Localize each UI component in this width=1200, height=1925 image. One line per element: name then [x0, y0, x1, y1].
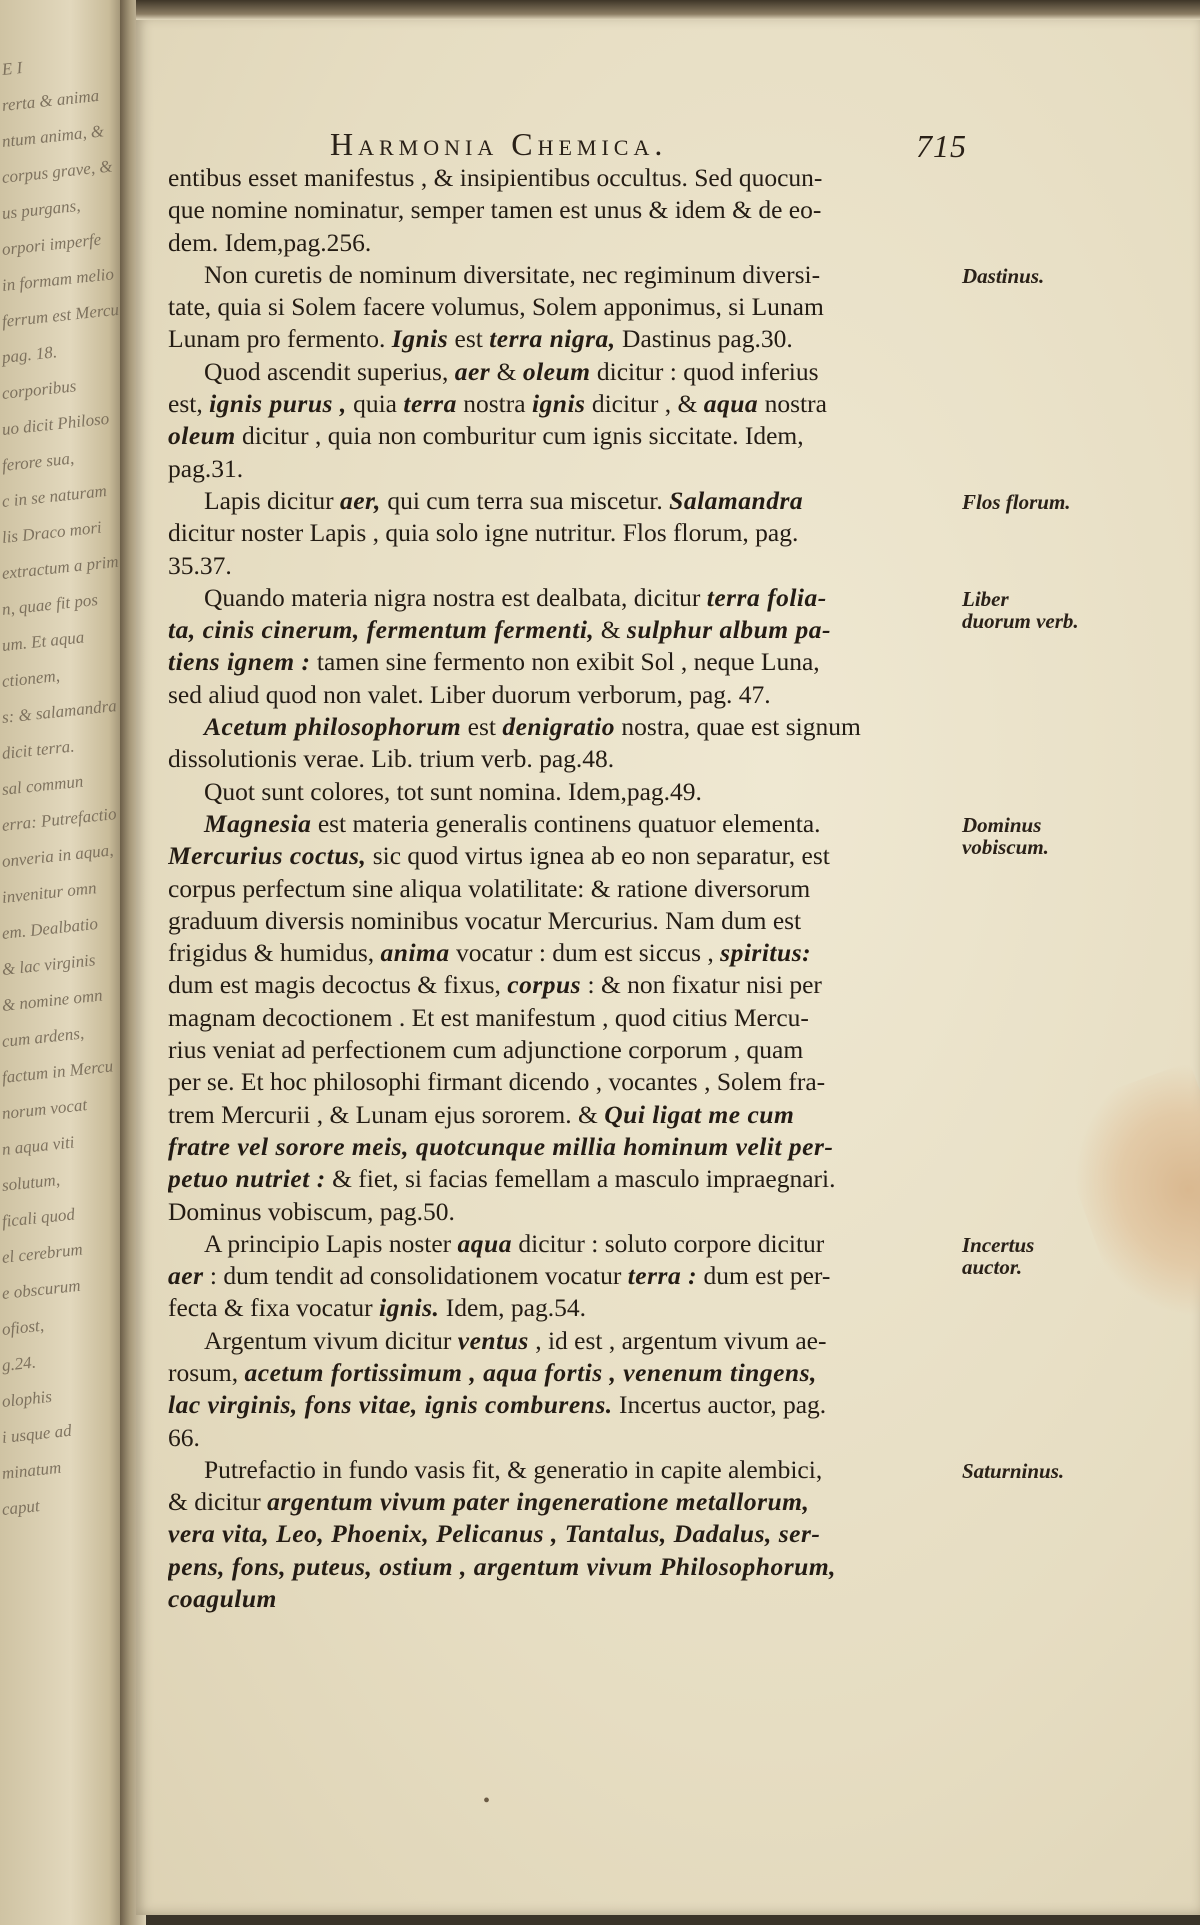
italic-term: ignis.	[378, 1293, 440, 1323]
text-line	[168, 1228, 963, 1260]
left-page-fragment: invenitur omn	[0, 878, 98, 907]
left-page-fragment: s: & salamandra	[0, 696, 118, 727]
text-line	[168, 259, 963, 291]
text-line	[168, 743, 963, 775]
page-number: 715	[916, 128, 967, 164]
text-segment: 35.37.	[168, 550, 232, 580]
text-line	[168, 291, 963, 323]
italic-term: anima	[380, 938, 450, 968]
left-page-fragment: g.24.	[0, 1352, 37, 1375]
text-line	[168, 162, 963, 194]
text-segment: &	[490, 356, 523, 386]
text-line	[168, 1099, 963, 1131]
left-page-fragment: rerta & anima	[0, 85, 100, 115]
text-segment: Lunam pro fermento.	[168, 324, 392, 354]
text-line	[168, 1518, 963, 1550]
margin-note: Incertus auctor.	[962, 1232, 1035, 1279]
italic-term: petuo nutriet :	[168, 1164, 326, 1194]
italic-term: Salamandra	[669, 485, 804, 515]
text-segment: Idem, pag.54.	[439, 1293, 586, 1323]
text-segment: dicitur , &	[585, 389, 704, 419]
left-page-fragment: c in se naturam	[0, 481, 108, 511]
left-page-fragment: ntum anima, &	[0, 121, 105, 151]
text-segment: 66.	[168, 1422, 200, 1452]
left-page-fragment: extractum a prim	[0, 551, 120, 583]
italic-term: fratre vel sorore meis, quotcunque millia hominum velit per-	[168, 1131, 834, 1161]
text-segment: dicitur : quod inferius	[590, 356, 819, 386]
italic-term: Magnesia	[204, 808, 312, 838]
left-page-fragment: cum ardens,	[0, 1023, 85, 1051]
left-page-fragment: i usque ad	[0, 1420, 73, 1447]
text-line	[168, 711, 963, 743]
text-line	[168, 1422, 963, 1454]
italic-term: Acetum philosophorum	[204, 712, 462, 742]
italic-term: coagulum	[168, 1584, 277, 1614]
text-segment: entibus esset manifestus , & insipientibus occultus. Sed quocun-	[168, 163, 823, 192]
text-segment: est materia generalis continens quatuor elementa.	[311, 808, 821, 838]
text-segment: Lapis dicitur	[204, 485, 340, 515]
left-page-fragment: corpus grave, &	[0, 156, 114, 187]
text-line	[168, 873, 963, 905]
text-segment: Quando materia nigra nostra est dealbata, dicitur	[204, 582, 707, 612]
page-top-edge	[136, 0, 1200, 20]
text-segment: Non curetis de nominum diversitate, nec regiminum diversi-	[204, 259, 821, 289]
text-line	[168, 905, 963, 937]
left-page-fragment: ctionem,	[0, 665, 61, 691]
italic-term: aer	[454, 356, 491, 386]
text-segment: Dastinus pag.30.	[615, 324, 793, 354]
left-page-fragment: n, quae fit pos	[0, 589, 99, 619]
italic-term: aqua	[457, 1228, 512, 1258]
text-line	[168, 1292, 963, 1324]
italic-term: acetum fortissimum , aqua fortis , venenum tingens,	[244, 1357, 817, 1387]
left-page-fragment: um. Et aqua	[0, 627, 86, 655]
margin-note: Dastinus.	[962, 263, 1045, 288]
text-segment: &	[594, 615, 627, 645]
text-line	[168, 453, 963, 485]
left-page-fragment: norum vocat	[0, 1095, 88, 1123]
text-segment: est	[448, 324, 490, 354]
italic-term: pens, fons, puteus, ostium , argentum vivum Philosophorum,	[168, 1551, 837, 1581]
text-segment: dum est per-	[697, 1261, 831, 1291]
running-head	[330, 126, 1010, 166]
text-segment: est,	[168, 389, 210, 419]
left-page-fragment: caput	[0, 1496, 41, 1519]
text-line	[168, 1034, 963, 1066]
text-segment: : & non fixatur nisi per	[581, 970, 822, 1000]
italic-term: corpus	[507, 970, 582, 1000]
text-segment: Quot sunt colores, tot sunt nomina. Idem,pag.49.	[204, 776, 702, 806]
text-segment: pag.31.	[168, 453, 244, 483]
text-segment: rosum,	[168, 1357, 245, 1387]
text-line	[168, 194, 963, 226]
text-segment: : dum tendit ad consolidationem vocatur	[203, 1261, 628, 1291]
text-line	[168, 1325, 963, 1357]
left-page-fragment: e obscurum	[0, 1275, 82, 1303]
italic-term: denigratio	[502, 712, 616, 742]
text-line	[168, 808, 963, 840]
text-segment: graduum diversis nominibus vocatur Mercurius. Nam dum est	[168, 905, 802, 935]
italic-term: aer,	[339, 485, 381, 515]
text-line	[168, 1454, 963, 1486]
left-page-fragment: olophis	[0, 1386, 53, 1411]
text-segment: Dominus vobiscum, pag.50.	[168, 1196, 455, 1226]
left-page-fragment: us purgans,	[0, 195, 82, 223]
text-line	[168, 388, 963, 420]
text-segment: & fiet, si facias femellam a masculo impraegnari.	[325, 1164, 836, 1194]
text-line	[168, 1002, 963, 1034]
text-segment: tamen sine fermento non exibit Sol , neque Luna,	[310, 647, 820, 677]
text-segment: dicitur : soluto corpore dicitur	[511, 1228, 825, 1258]
italic-term: ventus	[457, 1325, 529, 1355]
text-segment: per se. Et hoc philosophi firmant dicendo , vocantes , Solem fra-	[168, 1067, 826, 1097]
italic-term: terra nigra,	[489, 324, 616, 354]
left-page-fragment: & lac virginis	[0, 950, 97, 979]
text-line	[168, 937, 963, 969]
text-segment: nostra	[456, 389, 532, 419]
text-line	[168, 356, 963, 388]
text-segment: trem Mercurii , & Lunam ejus sororem. &	[168, 1099, 605, 1129]
left-page-fragment: pag. 18.	[0, 342, 58, 367]
text-segment: dem. Idem,pag.256.	[168, 227, 372, 257]
italic-term: lac virginis, fons vitae, ignis comburens.	[168, 1390, 613, 1420]
left-page-fragment: in formam melio	[0, 264, 115, 295]
text-segment: dicitur noster Lapis , quia solo igne nutritur. Flos florum, pag.	[168, 518, 799, 548]
text-line	[168, 420, 963, 452]
left-page-fragment: erra: Putrefactio	[0, 804, 118, 835]
left-page-fragment: ofiost,	[0, 1315, 45, 1339]
left-page-fragment: em. Dealbatio	[0, 913, 99, 943]
left-page-fragment: ficali quod	[0, 1204, 76, 1231]
italic-term: oleum	[168, 421, 236, 451]
italic-term: terra :	[627, 1261, 698, 1291]
italic-term: argentum vivum pater ingeneratione metallorum,	[267, 1487, 810, 1517]
text-segment: que nomine nominatur, semper tamen est unus & idem & de eo-	[168, 195, 822, 225]
left-page-fragment: factum in Mercu	[0, 1056, 115, 1087]
left-page-fragment: uo dicit Philoso	[0, 408, 111, 439]
italic-term: Ignis	[391, 324, 449, 354]
left-page-fragment: el cerebrum	[0, 1239, 84, 1267]
margin-note: Liber duorum verb.	[962, 586, 1079, 633]
text-segment: frigidus & humidus,	[168, 938, 381, 968]
text-line	[168, 323, 963, 355]
left-page-fragment: minatum	[0, 1457, 63, 1483]
italic-term: Mercurius coctus,	[168, 841, 367, 871]
text-segment: nostra	[758, 389, 827, 419]
left-page-fragment: ferore sua,	[0, 448, 75, 475]
italic-term: ignis	[531, 389, 586, 419]
italic-term: spiritus:	[720, 938, 812, 968]
left-page-fragment: lis Draco mori	[0, 517, 103, 547]
margin-note: Saturninus.	[962, 1459, 1065, 1483]
left-page-fragment: & nomine omn	[0, 985, 104, 1015]
text-segment: magnam decoctionem . Et est manifestum , quod citius Mercu-	[168, 1002, 809, 1032]
text-segment: vocatur : dum est siccus ,	[449, 938, 721, 968]
body-text	[168, 162, 963, 1615]
text-line	[168, 1163, 963, 1195]
text-segment: corpus perfectum sine aliqua volatilitate: & ratione diversorum	[168, 873, 811, 903]
italic-term: aer	[168, 1261, 204, 1291]
left-page-fragment: onveria in aqua,	[0, 840, 115, 871]
italic-term: Qui ligat me cum	[604, 1099, 795, 1129]
text-segment: A principio Lapis noster	[204, 1228, 458, 1258]
text-line	[168, 1260, 963, 1292]
text-line	[168, 1131, 963, 1163]
italic-term: sulphur album pa-	[626, 615, 831, 645]
text-segment: nostra, quae est signum	[615, 712, 861, 742]
text-line	[168, 1389, 963, 1421]
left-page-fragment: n aqua viti	[0, 1132, 76, 1159]
left-page-fragment: sal commun	[0, 771, 85, 799]
text-line	[168, 550, 963, 582]
left-page-fragment: dicit terra.	[0, 736, 76, 763]
text-segment: qui cum terra sua miscetur.	[380, 485, 670, 515]
text-line	[168, 969, 963, 1001]
text-segment: sic quod virtus ignea ab eo non separatur, est	[366, 841, 830, 871]
text-line	[168, 840, 963, 872]
left-page-fragment: orpori imperfe	[0, 229, 103, 259]
text-line	[168, 776, 963, 808]
left-page-fragment: ferrum est Mercu	[0, 299, 120, 331]
text-line	[168, 227, 963, 259]
italic-term: terra folia-	[706, 582, 827, 612]
italic-term: ta, cinis cinerum, fermentum fermenti,	[168, 615, 595, 645]
italic-term: aqua	[703, 389, 759, 419]
text-line	[168, 1066, 963, 1098]
text-segment: dum est magis decoctus & fixus,	[168, 970, 508, 1000]
italic-term: oleum	[522, 356, 591, 386]
text-line	[168, 582, 963, 614]
text-segment: rius veniat ad perfectionem cum adjunctione corporum , quam	[168, 1035, 804, 1065]
text-line	[168, 517, 963, 549]
left-page-fragment: corporibus	[0, 376, 78, 403]
text-segment: , id est , argentum vivum ae-	[528, 1325, 827, 1355]
text-line	[168, 646, 963, 678]
text-line	[168, 1551, 963, 1583]
text-segment: dicitur , quia non comburitur cum ignis siccitate. Idem,	[235, 421, 804, 451]
italic-term: ignis purus ,	[209, 389, 347, 419]
text-line	[168, 1583, 963, 1615]
text-segment: & dicitur	[168, 1487, 268, 1517]
text-segment: est	[461, 712, 503, 742]
text-line	[168, 614, 963, 646]
text-segment: Putrefactio in fundo vasis fit, & generatio in capite alembici,	[204, 1454, 823, 1484]
text-segment: Incertus auctor, pag.	[612, 1390, 827, 1420]
italic-term: terra	[403, 389, 457, 419]
text-segment: sed aliud quod non valet. Liber duorum verborum, pag. 47.	[168, 679, 771, 709]
text-line	[168, 1357, 963, 1389]
text-segment: fecta & fixa vocatur	[168, 1293, 379, 1323]
text-segment: quia	[346, 389, 404, 419]
text-segment: Quod ascendit superius,	[204, 356, 455, 386]
text-line	[168, 1486, 963, 1518]
left-page-fragment: solutum,	[0, 1169, 61, 1195]
text-line	[168, 1196, 963, 1228]
text-segment: Argentum vivum dicitur	[204, 1325, 458, 1355]
italic-term: vera vita, Leo, Phoenix, Pelicanus , Tantalus, Dadalus, ser-	[168, 1519, 821, 1549]
left-page-edge	[0, 0, 128, 1925]
left-page-fragment: E I	[0, 57, 24, 79]
italic-term: tiens ignem :	[168, 647, 311, 677]
text-segment: dissolutionis verae. Lib. trium verb. pag.48.	[168, 744, 615, 774]
margin-note: Flos florum.	[962, 490, 1071, 514]
margin-note: Dominus vobiscum.	[962, 813, 1049, 859]
text-segment: tate, quia si Solem facere volumus, Solem apponimus, si Lunam	[168, 292, 824, 322]
text-line	[168, 679, 963, 711]
running-head-title: Harmonia Chemica.	[330, 126, 668, 162]
text-line	[168, 485, 963, 517]
paper-speck: •	[483, 1790, 491, 1812]
